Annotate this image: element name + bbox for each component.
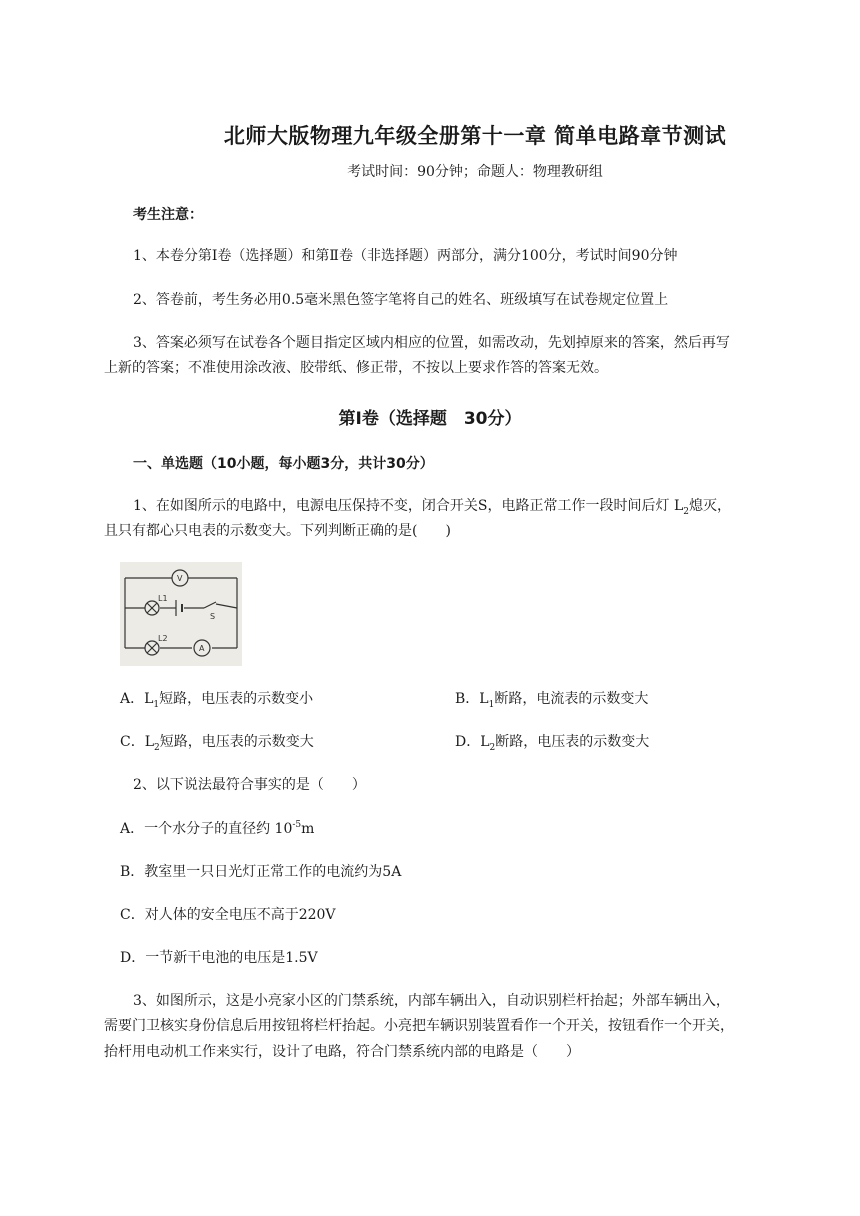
l1-label: L1: [158, 594, 168, 603]
question-3-line-2: 需要门卫核实身份信息后用按钮将栏杆抬起。小亮把车辆识别装置看作一个开关，按钮看作一个开关，: [104, 1018, 734, 1034]
q1-option-a-prefix: A．L: [120, 691, 154, 707]
q1-option-d-sub: 2: [489, 743, 496, 753]
notice-item-2: 2、答卷前，考生务必用0.5毫米黑色签字笔将自己的姓名、班级填写在试卷规定位置上: [133, 292, 669, 308]
q1-option-b-prefix: B．L: [455, 691, 489, 707]
notice-heading: 考生注意：: [133, 207, 203, 223]
q1-option-c-prefix: C．L: [120, 734, 155, 750]
page-subtitle: 考试时间：90分钟；命题人：物理教研组: [347, 164, 603, 180]
q1-option-a-sub: 1: [153, 700, 160, 710]
notice-item-3-cont: 上新的答案；不准使用涂改液、胶带纸、修正带，不按以上要求作答的答案无效。: [104, 360, 608, 376]
question-3-line-1: 3、如图所示，这是小亮家小区的门禁系统，内部车辆出入，自动识别栏杆抬起；外部车辆出入，: [133, 993, 730, 1009]
q2-option-d: D．一节新干电池的电压是1.5V: [120, 950, 318, 966]
q2-option-c: C．对人体的安全电压不高于220V: [120, 907, 336, 923]
notice-item-1: 1、本卷分第Ⅰ卷（选择题）和第Ⅱ卷（非选择题）两部分，满分100分，考试时间90分钟: [133, 248, 678, 264]
switch-label: S: [210, 612, 216, 621]
question-1-line-1: [133, 496, 731, 518]
q1-option-d-text: 断路，电压表的示数变大: [495, 734, 650, 750]
notice-item-3: 3、答案必须写在试卷各个题目指定区域内相应的位置，如需改动，先划掉原来的答案，然后再写: [133, 335, 730, 351]
ammeter-label: A: [199, 644, 205, 653]
q2-option-b: B．教室里一只日光灯正常工作的电流约为5A: [120, 864, 402, 880]
q1-option-a-text: 短路，电压表的示数变小: [159, 691, 314, 707]
section-title: 第Ⅰ卷（选择题 30分）: [338, 409, 522, 429]
q1-option-c: [120, 732, 314, 754]
q1-option-b-sub: 1: [488, 700, 495, 710]
q1-option-a: [120, 689, 313, 711]
q1-option-b-text: 断路，电流表的示数变大: [494, 691, 649, 707]
q1-subscript: 2: [683, 507, 689, 517]
q1-text-b: 熄灭，: [688, 498, 731, 514]
question-3-line-3: 抬杆用电动机工作来实行，设计了电路，符合门禁系统内部的电路是（ ）: [104, 1044, 580, 1060]
q2-option-a: [120, 819, 314, 841]
q1-text-a: 1、在如图所示的电路中，电源电压保持不变，闭合开关S，电路正常工作一段时间后灯 L: [133, 498, 684, 514]
q1-option-b: [455, 689, 648, 711]
q2-option-a-text: A．一个水分子的直径约 10: [120, 821, 293, 837]
q2-option-a-sup: -5: [292, 820, 302, 830]
part-heading: 一、单选题（10小题，每小题3分，共计30分）: [133, 456, 434, 472]
page-title: 北师大版物理九年级全册第十一章 简单电路章节测试: [223, 124, 727, 148]
q2-option-a-unit: m: [301, 821, 315, 837]
q1-option-d-prefix: D．L: [455, 734, 490, 750]
circuit-diagram: [120, 562, 242, 666]
q1-option-c-sub: 2: [154, 743, 160, 753]
voltmeter-label: V: [177, 574, 183, 583]
q1-option-d: [455, 732, 649, 754]
question-1-line-2: 且只有都心只电表的示数变大。下列判断正确的是( ): [104, 523, 451, 539]
question-2-stem: 2、以下说法最符合事实的是（ ）: [133, 777, 366, 793]
q1-option-c-text: 短路，电压表的示数变大: [159, 734, 314, 750]
l2-label: L2: [158, 634, 168, 643]
circuit-figure: [120, 562, 242, 666]
